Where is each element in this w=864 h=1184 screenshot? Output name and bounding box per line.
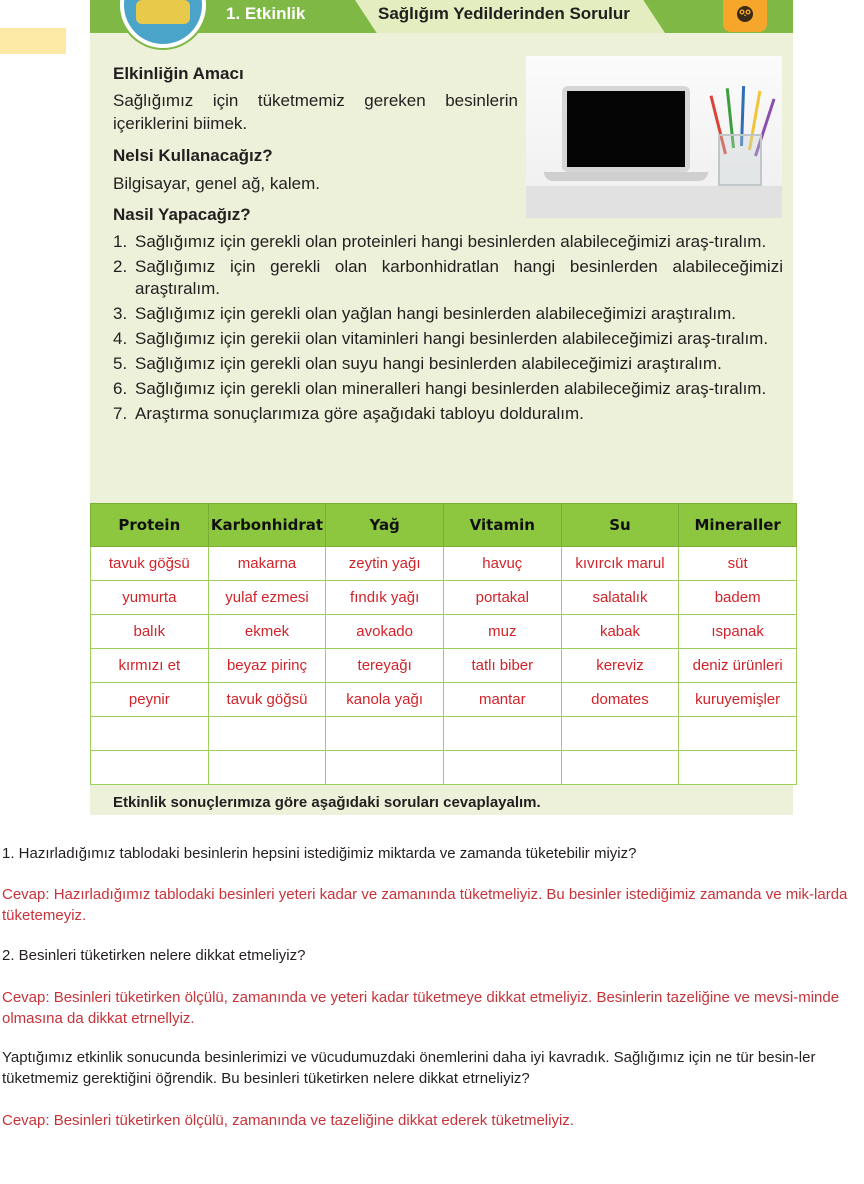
purpose-text-line-1: Sağlığımız için tüketmemiz gereken besinlerin bbox=[113, 91, 518, 110]
table-row bbox=[91, 683, 797, 717]
steps-list bbox=[113, 231, 783, 428]
table-cell: tatlı biber bbox=[443, 649, 561, 683]
table-row bbox=[91, 649, 797, 683]
table-row bbox=[91, 581, 797, 615]
col-header-fat: Yağ bbox=[326, 504, 444, 547]
col-header-water: Su bbox=[561, 504, 679, 547]
table-cell bbox=[326, 751, 444, 785]
table-cell bbox=[561, 717, 679, 751]
margin-tab bbox=[0, 28, 66, 54]
table-cell: kabak bbox=[561, 615, 679, 649]
table-cell: fındık yağı bbox=[326, 581, 444, 615]
step-item: 6. Sağlığımız için gerekli olan mineralleri hangi besinlerden alabileceğimiz araş-tıralım. bbox=[113, 379, 767, 398]
table-row bbox=[91, 751, 797, 785]
table-cell: deniz ürünleri bbox=[679, 649, 797, 683]
table-cell: peynir bbox=[91, 683, 209, 717]
table-cell: kuruyemişler bbox=[679, 683, 797, 717]
table-cell bbox=[443, 751, 561, 785]
col-header-carbohydrate: Karbonhidrat bbox=[208, 504, 326, 547]
table-cell: zeytin yağı bbox=[326, 547, 444, 581]
step-item: 7. Araştırma sonuçlarımıza göre aşağıdaki tabloyu dolduralım. bbox=[113, 404, 584, 423]
question-2: 2. Besinleri tüketirken nelere dikkat etmeliyiz? bbox=[2, 947, 306, 964]
table-cell bbox=[208, 717, 326, 751]
table-cell: salatalık bbox=[561, 581, 679, 615]
purpose-text-line-2: içeriklerini biimek. bbox=[113, 114, 248, 133]
table-row bbox=[91, 717, 797, 751]
table-cell: makarna bbox=[208, 547, 326, 581]
table-cell bbox=[208, 751, 326, 785]
table-cell: süt bbox=[679, 547, 797, 581]
table-cell bbox=[91, 717, 209, 751]
step-item: 3. Sağlığımız için gerekli olan yağlan hangi besinlerden alabileceğimizi araştıralım. bbox=[113, 304, 736, 323]
activity-title: Sağlığım Yedilderinden Sorulur bbox=[378, 4, 630, 23]
method-heading: Nasil Yapacağız? bbox=[113, 205, 251, 224]
table-cell: ekmek bbox=[208, 615, 326, 649]
table-cell bbox=[91, 751, 209, 785]
table-cell: kanola yağı bbox=[326, 683, 444, 717]
nutrient-table bbox=[90, 503, 797, 785]
table-row bbox=[91, 547, 797, 581]
laptop-photo bbox=[526, 56, 782, 218]
table-cell: mantar bbox=[443, 683, 561, 717]
table-cell: havuç bbox=[443, 547, 561, 581]
step-item: 5. Sağlığımız için gerekli olan suyu hangi besinlerden alabileceğimizi araştıralım. bbox=[113, 354, 722, 373]
answer-2: Cevap: Besinleri tüketirken ölçülü, zamanında ve yeteri kadar tüketmeye dikkat etmeliyiz. Besinlerin tazeliğine ve mevsi-minde olmasına da dikkat etrnellyiz. bbox=[2, 989, 840, 1027]
reflection-paragraph: Yaptığımız etkinlik sonucunda besinlerimizi ve vücudumuzdaki önemlerini daha iyi kavradık. Sağlığımız için ne tür besin-ler tüketmemiz gerektiğini öğrendik. Bu besinleri tüketirken nelere dikkat etrneliyiz? bbox=[2, 1049, 816, 1087]
table-cell: kıvırcık marul bbox=[561, 547, 679, 581]
step-item: 2. Sağlığımız için gerekli olan karbonhidratlan hangi besinlerden alabileceğimizi araştıralım. bbox=[113, 257, 783, 298]
step-item: 4. Sağlığımız için gerekii olan vitaminleri hangi besinlerden alabileceğimizi araş-tıralım. bbox=[113, 329, 769, 348]
col-header-protein: Protein bbox=[91, 504, 209, 547]
answer-3: Cevap: Besinleri tüketirken ölçülü, zamanında ve tazeliğine dikkat ederek tüketmeliyiz. bbox=[2, 1112, 574, 1129]
materials-text: Bilgisayar, genel ağ, kalem. bbox=[113, 174, 320, 193]
table-cell: muz bbox=[443, 615, 561, 649]
table-cell bbox=[679, 751, 797, 785]
col-header-vitamin: Vitamin bbox=[443, 504, 561, 547]
table-cell: tereyağı bbox=[326, 649, 444, 683]
owl-icon bbox=[723, 0, 767, 32]
table-cell bbox=[679, 717, 797, 751]
table-cell: ıspanak bbox=[679, 615, 797, 649]
table-row bbox=[91, 615, 797, 649]
outro-instruction: Etkinlik sonuçlerımıza göre aşağıdaki soruları cevaplayalım. bbox=[113, 794, 541, 811]
table-cell: yumurta bbox=[91, 581, 209, 615]
col-header-minerals: Mineraller bbox=[679, 504, 797, 547]
table-header-row bbox=[91, 504, 797, 547]
table-cell: avokado bbox=[326, 615, 444, 649]
table-cell: domates bbox=[561, 683, 679, 717]
table-cell: kırmızı et bbox=[91, 649, 209, 683]
table-cell bbox=[326, 717, 444, 751]
question-1: 1. Hazırladığımız tablodaki besinlerin hepsini istediğimiz miktarda ve zamanda tüketebilir miyiz? bbox=[2, 845, 637, 862]
table-cell: tavuk göğsü bbox=[208, 683, 326, 717]
answer-1: Cevap: Hazırladığımız tablodaki besinleri yeteri kadar ve zamanında tüketmeliyiz. Bu besinler istediğimiz zamanda ve mik-larda tüketemeyiz. bbox=[2, 886, 848, 924]
table-cell: balık bbox=[91, 615, 209, 649]
materials-heading: Nelsi Kullanacağız? bbox=[113, 146, 273, 165]
table-cell: badem bbox=[679, 581, 797, 615]
table-cell: tavuk göğsü bbox=[91, 547, 209, 581]
table-cell bbox=[561, 751, 679, 785]
table-cell bbox=[443, 717, 561, 751]
table-cell: beyaz pirinç bbox=[208, 649, 326, 683]
purpose-heading: Elkinliğin Amacı bbox=[113, 64, 244, 83]
table-cell: yulaf ezmesi bbox=[208, 581, 326, 615]
table-cell: kereviz bbox=[561, 649, 679, 683]
table-cell: portakal bbox=[443, 581, 561, 615]
step-item: 1. Sağlığımız için gerekli olan proteinleri hangi besinlerden alabileceğimizi araş-tıralım. bbox=[113, 232, 767, 251]
activity-label: 1. Etkinlik bbox=[226, 4, 306, 23]
